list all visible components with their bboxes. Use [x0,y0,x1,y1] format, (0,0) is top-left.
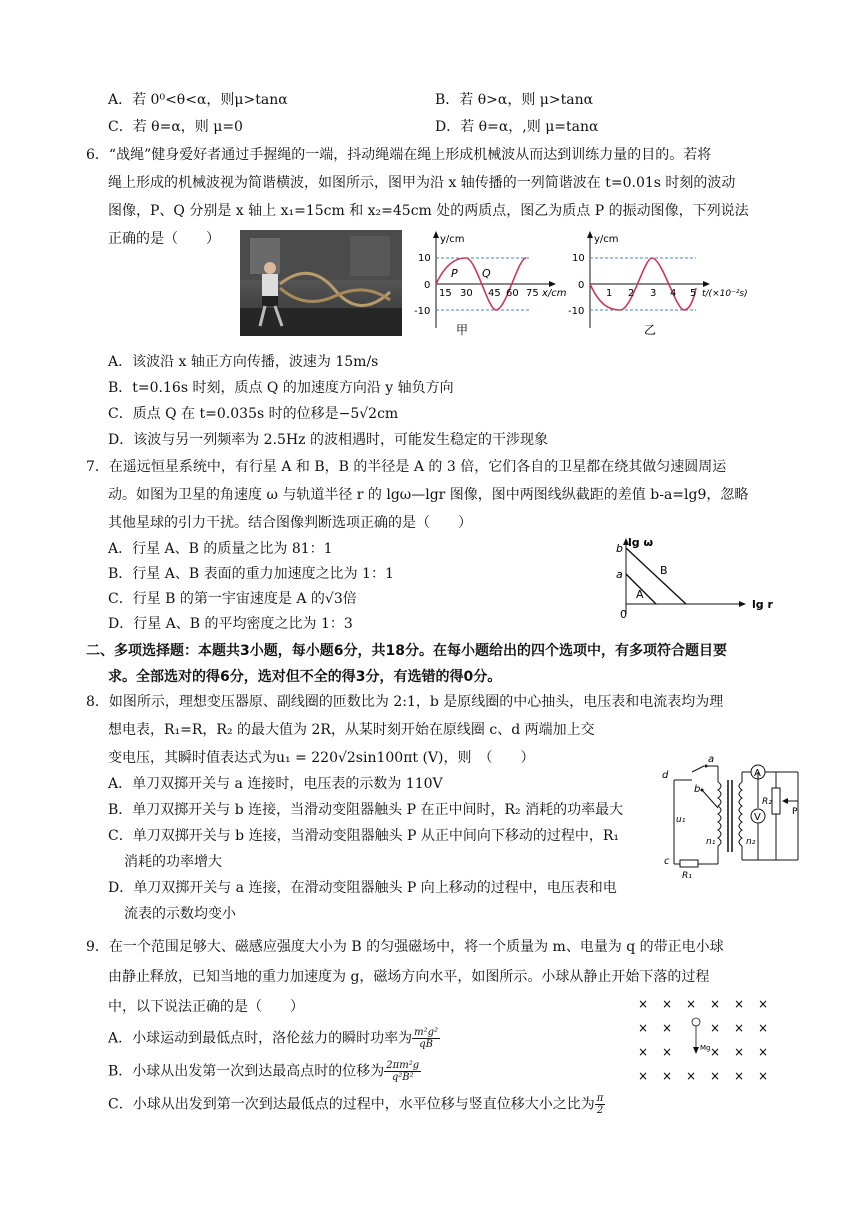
yi-ytick-neg10: -10 [568,306,585,317]
field-cross-symbol: × [710,1021,721,1035]
vibration-graph-yi [566,228,750,336]
q9-c-numerator: π [596,1093,604,1104]
voltmeter-label: V [754,812,761,823]
transformer-circuit-diagram [658,752,808,882]
yi-xtick-3: 3 [650,288,657,299]
field-cross-symbol: × [638,1045,649,1059]
lg7-line-a: A [636,588,644,601]
q6-stem-line1: 6．“战绳”健身爱好者通过手握绳的一端，抖动绳端在绳上形成机械波从而达到训练力量的目的。若将 [86,147,712,163]
field-cross-symbol: × [710,997,721,1011]
jia-xtick-30: 30 [460,288,473,299]
q8-option-c-line2: 消耗的功率增大 [124,854,222,870]
q7-option-d: D．行星 A、B 的平均密度之比为 1：3 [108,616,353,632]
circuit-label-b: b [694,784,701,795]
q6-stem-line2: 绳上形成的机械波视为简谐横波，如图所示，图甲为沿 x 轴传播的一列简谐波在 t=0.01s 时刻的波动 [108,175,736,191]
q8-stem-line1: 8．如图所示，理想变压器原、副线圈的匝数比为 2:1，b 是原线圈的中心抽头，电压表和电流表均为理 [86,694,724,710]
yi-ylabel: y/cm [594,234,619,245]
yi-xtick-5: 5 [690,288,697,299]
q8-option-d-line1: D．单刀双掷开关与 a 连接，在滑动变阻器触头 P 向上移动的过程中，电压表和电 [108,880,617,896]
field-cross-symbol: × [686,1069,697,1083]
lg7-a: a [616,568,623,581]
q9-stem-line3: 中，以下说法正确的是（ ） [108,999,304,1015]
q5-option-a: A．若 0⁰<θ<α，则μ>tanα [108,92,288,108]
field-cross-symbol: × [758,1045,769,1059]
jia-xtick-75: 75 [526,288,539,299]
jia-ylabel: y/cm [440,234,465,245]
magnetic-field-diagram [628,990,778,1090]
circuit-label-u1: u₁ [676,815,686,825]
q9-option-a [108,1027,440,1050]
q8-stem-line3: 变电压，其瞬时值表达式为u₁ = 220√2sin100πt (V)，则 （ ） [108,750,535,766]
q9-b-numerator: 2πm²g [386,1060,420,1071]
jia-ytick-0: 0 [424,280,431,291]
yi-xtick-4: 4 [670,288,677,299]
field-cross-symbol: × [710,1045,721,1059]
field-cross-symbol: × [734,1021,745,1035]
q8-option-c-line1: C．单刀双掷开关与 b 连接，当滑动变阻器触头 P 从正中间向下移动的过程中，R₁ [108,828,620,844]
q8-option-d-line2: 流表的示数均变小 [124,906,236,922]
q6-stem-line3: 图像，P、Q 分别是 x 轴上 x₁=15cm 和 x₂=45cm 处的两质点，图乙为质点 P 的振动图像，下列说法 [108,203,749,219]
q7-stem-line2: 动。如图为卫星的角速度 ω 与轨道半径 r 的 lgω—lgr 图像，图中两图线纵截距的差值 b-a=lg9，忽略 [108,487,749,503]
field-cross-symbol: × [638,1021,649,1035]
circuit-label-p: P [792,807,798,817]
q9-option-b-fraction [384,1060,421,1083]
jia-label-q: Q [482,267,491,280]
field-cross-symbol: × [662,1021,673,1035]
battle-rope-photo [240,230,402,336]
q6-stem-line4: 正确的是（ ） [108,231,220,247]
yi-ytick-10: 10 [572,253,585,264]
yi-caption: 乙 [644,323,657,337]
yi-ytick-0: 0 [578,280,585,291]
jia-xtick-45: 45 [488,288,501,299]
q9-stem-line2: 由静止释放，已知当地的重力加速度为 g，磁场方向水平，如图所示。小球从静止开始下落的过程 [108,969,710,985]
q5-option-c: C．若 θ=α，则 μ=0 [108,119,243,135]
field-cross-symbol: × [734,1069,745,1083]
field-cross-symbol: × [758,1069,769,1083]
field-cross-symbol: × [710,1069,721,1083]
jia-caption: 甲 [456,323,469,337]
q9-option-a-fraction [412,1027,440,1050]
q7-option-b: B．行星 A、B 表面的重力加速度之比为 1：1 [108,566,394,582]
q8-option-a: A．单刀双掷开关与 a 连接时，电压表的示数为 110V [108,776,443,792]
q9-option-a-text: A．小球运动到最低点时，洛伦兹力的瞬时功率为 [108,1030,413,1047]
q9-a-denominator: qB [419,1039,433,1050]
q7-option-c: C．行星 B 的第一宇宙速度是 A 的√3倍 [108,591,357,607]
q6-option-d: D．该波与另一列频率为 2.5Hz 的波相遇时，可能发生稳定的干涉现象 [108,432,548,448]
jia-ytick-10: 10 [418,253,431,264]
circuit-label-c: c [664,856,670,867]
q6-option-b: B．t=0.16s 时刻，质点 Q 的加速度方向沿 y 轴负方向 [108,380,454,396]
field-cross-symbol: × [758,1021,769,1035]
q9-option-c [108,1093,605,1116]
field-cross-symbol: × [662,997,673,1011]
q9-option-c-fraction [595,1093,606,1116]
q9-b-denominator: q²B² [391,1072,414,1083]
lg7-b: b [616,542,623,555]
circuit-label-d: d [662,770,669,781]
lg7-origin: 0 [620,608,627,621]
q8-stem-line2: 想电表，R₁=R，R₂ 的最大值为 2R，从某时刻开始在原线圈 c、d 两端加上交 [108,722,595,738]
lg7-ylabel: lg ω [628,536,654,549]
q6-option-c: C．质点 Q 在 t=0.035s 时的位移是−5√2cm [108,406,399,422]
yi-xtick-2: 2 [628,288,635,299]
lg7-line-b: B [660,564,668,577]
field-cross-symbol: × [638,997,649,1011]
q9-option-b-text: B．小球从出发第一次到达最高点时的位移为 [108,1063,385,1080]
field-cross-symbol: × [758,997,769,1011]
q9-option-b [108,1060,421,1083]
jia-label-p: P [451,267,458,280]
section2-header-line2: 求。全部选对的得6分，选对但不全的得3分，有选错的得0分。 [108,669,502,685]
q8-option-b: B．单刀双掷开关与 b 连接，当滑动变阻器触头 P 在正中间时，R₂ 消耗的功率最大 [108,802,624,818]
jia-xlabel: x/cm [542,288,567,299]
field-cross-symbol: × [734,997,745,1011]
lg7-xlabel: lg r [752,598,773,611]
q9-option-c-text: C．小球从出发到第一次到达最低点的过程中，水平位移与竖直位移大小之比为 [108,1096,595,1113]
jia-ytick-neg10: -10 [414,306,431,317]
q7-option-a: A．行星 A、B 的质量之比为 81：1 [108,541,333,557]
q7-stem-line3: 其他星球的引力干扰。结合图像判断选项正确的是（ ） [108,515,472,531]
lg-omega-lg-r-graph [610,534,773,634]
circuit-label-n1: n₁ [706,837,716,847]
circuit-label-a: a [708,754,715,765]
jia-xtick-60: 60 [506,288,519,299]
circuit-label-r2: R₂ [762,797,772,807]
q9-c-denominator: 2 [596,1105,604,1116]
ammeter-label: A [754,768,761,779]
jia-xtick-15: 15 [439,288,452,299]
yi-xtick-1: 1 [606,288,613,299]
q5-option-b: B．若 θ>α，则 μ>tanα [435,92,594,108]
field-cross-symbol: × [662,1069,673,1083]
field-cross-symbol: × [638,1069,649,1083]
gravity-label: Mg [700,1044,711,1052]
circuit-label-r1: R₁ [682,871,692,881]
circuit-label-n2: n₂ [746,837,756,847]
wave-graph-jia [414,228,584,336]
q7-stem-line1: 7．在遥远恒星系统中，有行星 A 和 B，B 的半径是 A 的 3 倍，它们各自的卫星都在绕其做匀速圆周运 [86,459,727,475]
field-cross-symbol: × [662,1045,673,1059]
q9-a-numerator: m²g² [414,1027,439,1038]
q6-option-a: A．该波沿 x 轴正方向传播，波速为 15m/s [108,354,379,370]
yi-xlabel: t/(×10⁻²s) [702,289,748,299]
field-cross-symbol: × [686,997,697,1011]
section2-header-line1: 二、多项选择题：本题共3小题，每小题6分，共18分。在每小题给出的四个选项中，有多项符合题目要 [86,643,727,659]
q5-option-d: D．若 θ=α，,则 μ=tanα [435,119,599,135]
q9-stem-line1: 9．在一个范围足够大、磁感应强度大小为 B 的匀强磁场中，将一个质量为 m、电量为 q 的带正电小球 [86,939,724,955]
field-cross-symbol: × [734,1045,745,1059]
